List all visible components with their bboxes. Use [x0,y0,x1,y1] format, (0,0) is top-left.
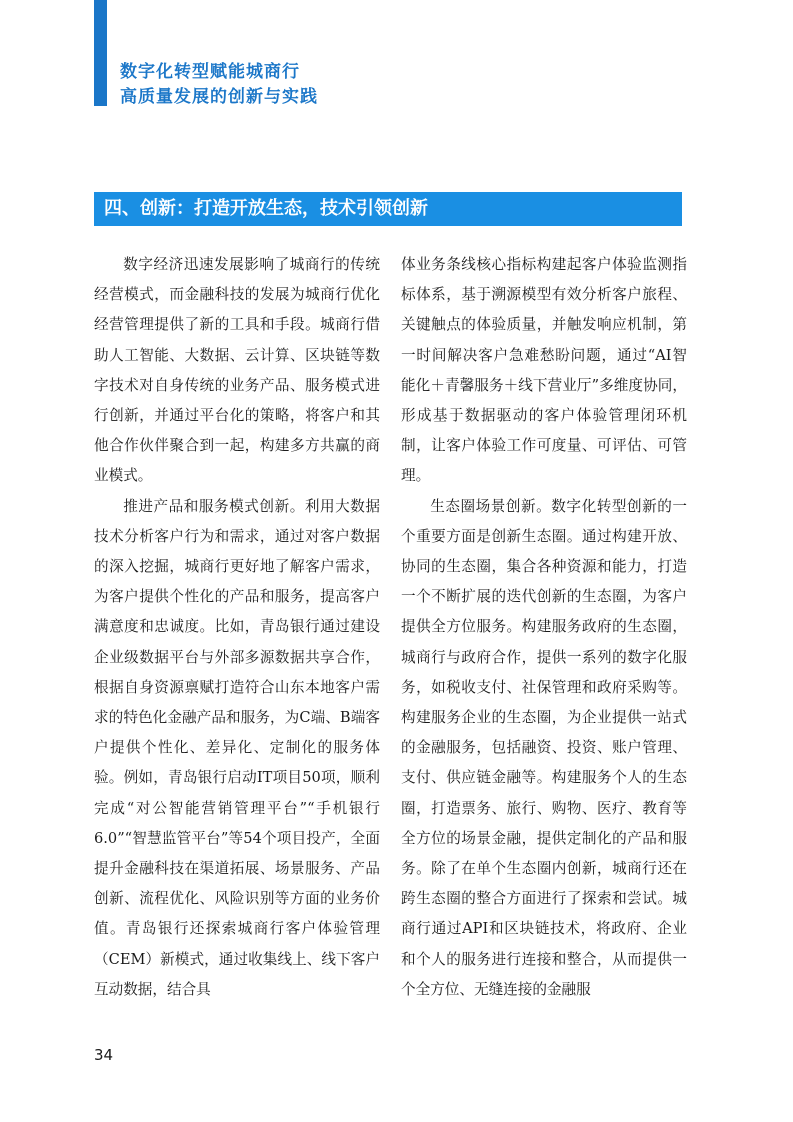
left-column [94,250,380,1005]
section-heading: 四、创新：打造开放生态，技术引领创新 [94,192,682,226]
paragraph-continuation: 体业务条线核心指标构建起客户体验监测指标体系，基于溯源模型有效分析客户旅程、关键触点的体验质量，并触发响应机制，第一时间解决客户急难愁盼问题，通过“AI智能化＋青馨服务＋线下营业厅”多维度协同，形成基于数据驱动的客户体验管理闭环机制，让客户体验工作可度量、可评估、可管理。 [401,256,687,485]
paragraph-intro: 数字经济迅速发展影响了城商行的传统经营模式，而金融科技的发展为城商行优化经营管理提供了新的工具和手段。城商行借助人工智能、大数据、云计算、区块链等数字技术对自身传统的业务产品、服务模式进行创新，并通过平台化的策略，将客户和其他合作伙伴聚合到一起，构建多方共赢的商业模式。 [94,256,380,485]
book-title [120,60,318,110]
paragraph-ecosystem-innovation: 生态圈场景创新。数字化转型创新的一个重要方面是创新生态圈。通过构建开放、协同的生态圈，集合各种资源和能力，打造一个不断扩展的迭代创新的生态圈，为客户提供全方位服务。构建服务政府的生态圈，城商行与政府合作，提供一系列的数字化服务，如税收支付、社保管理和政府采购等。构建服务企业的生态圈，为企业提供一站式的金融服务，包括融资、投资、账户管理、支付、供应链金融等。构建服务个人的生态圈，打造票务、旅行、购物、医疗、教育等全方位的场景金融，提供定制化的产品和服务。除了在单个生态圈内创新，城商行还在跨生态圈的整合方面进行了探索和尝试。城商行通过API和区块链技术，将政府、企业和个人的服务进行连接和整合，从而提供一个全方位、无缝连接的金融服 [401,497,687,998]
right-column [401,250,687,1005]
header-accent-bar [94,0,107,106]
paragraph-product-innovation: 推进产品和服务模式创新。利用大数据技术分析客户行为和需求，通过对客户数据的深入挖掘，城商行更好地了解客户需求，为客户提供个性化的产品和服务，提高客户满意度和忠诚度。比如，青岛银行通过建设企业级数据平台与外部多源数据共享合作，根据自身资源禀赋打造符合山东本地客户需求的特色化金融产品和服务，为C端、B端客户提供个性化、差异化、定制化的服务体验。例如，青岛银行启动IT项目50项，顺利完成“对公智能营销管理平台”“手机银行6.0”“智慧监管平台”等54个项目投产，全面提升金融科技在渠道拓展、场景服务、产品创新、流程优化、风险识别等方面的业务价值。青岛银行还探索城商行客户体验管理（CEM）新模式，通过收集线上、线下客户互动数据，结合具 [94,497,380,998]
page-number: 34 [94,1046,114,1064]
book-title-line-1: 数字化转型赋能城商行 [120,62,300,82]
book-title-line-2: 高质量发展的创新与实践 [120,87,318,107]
